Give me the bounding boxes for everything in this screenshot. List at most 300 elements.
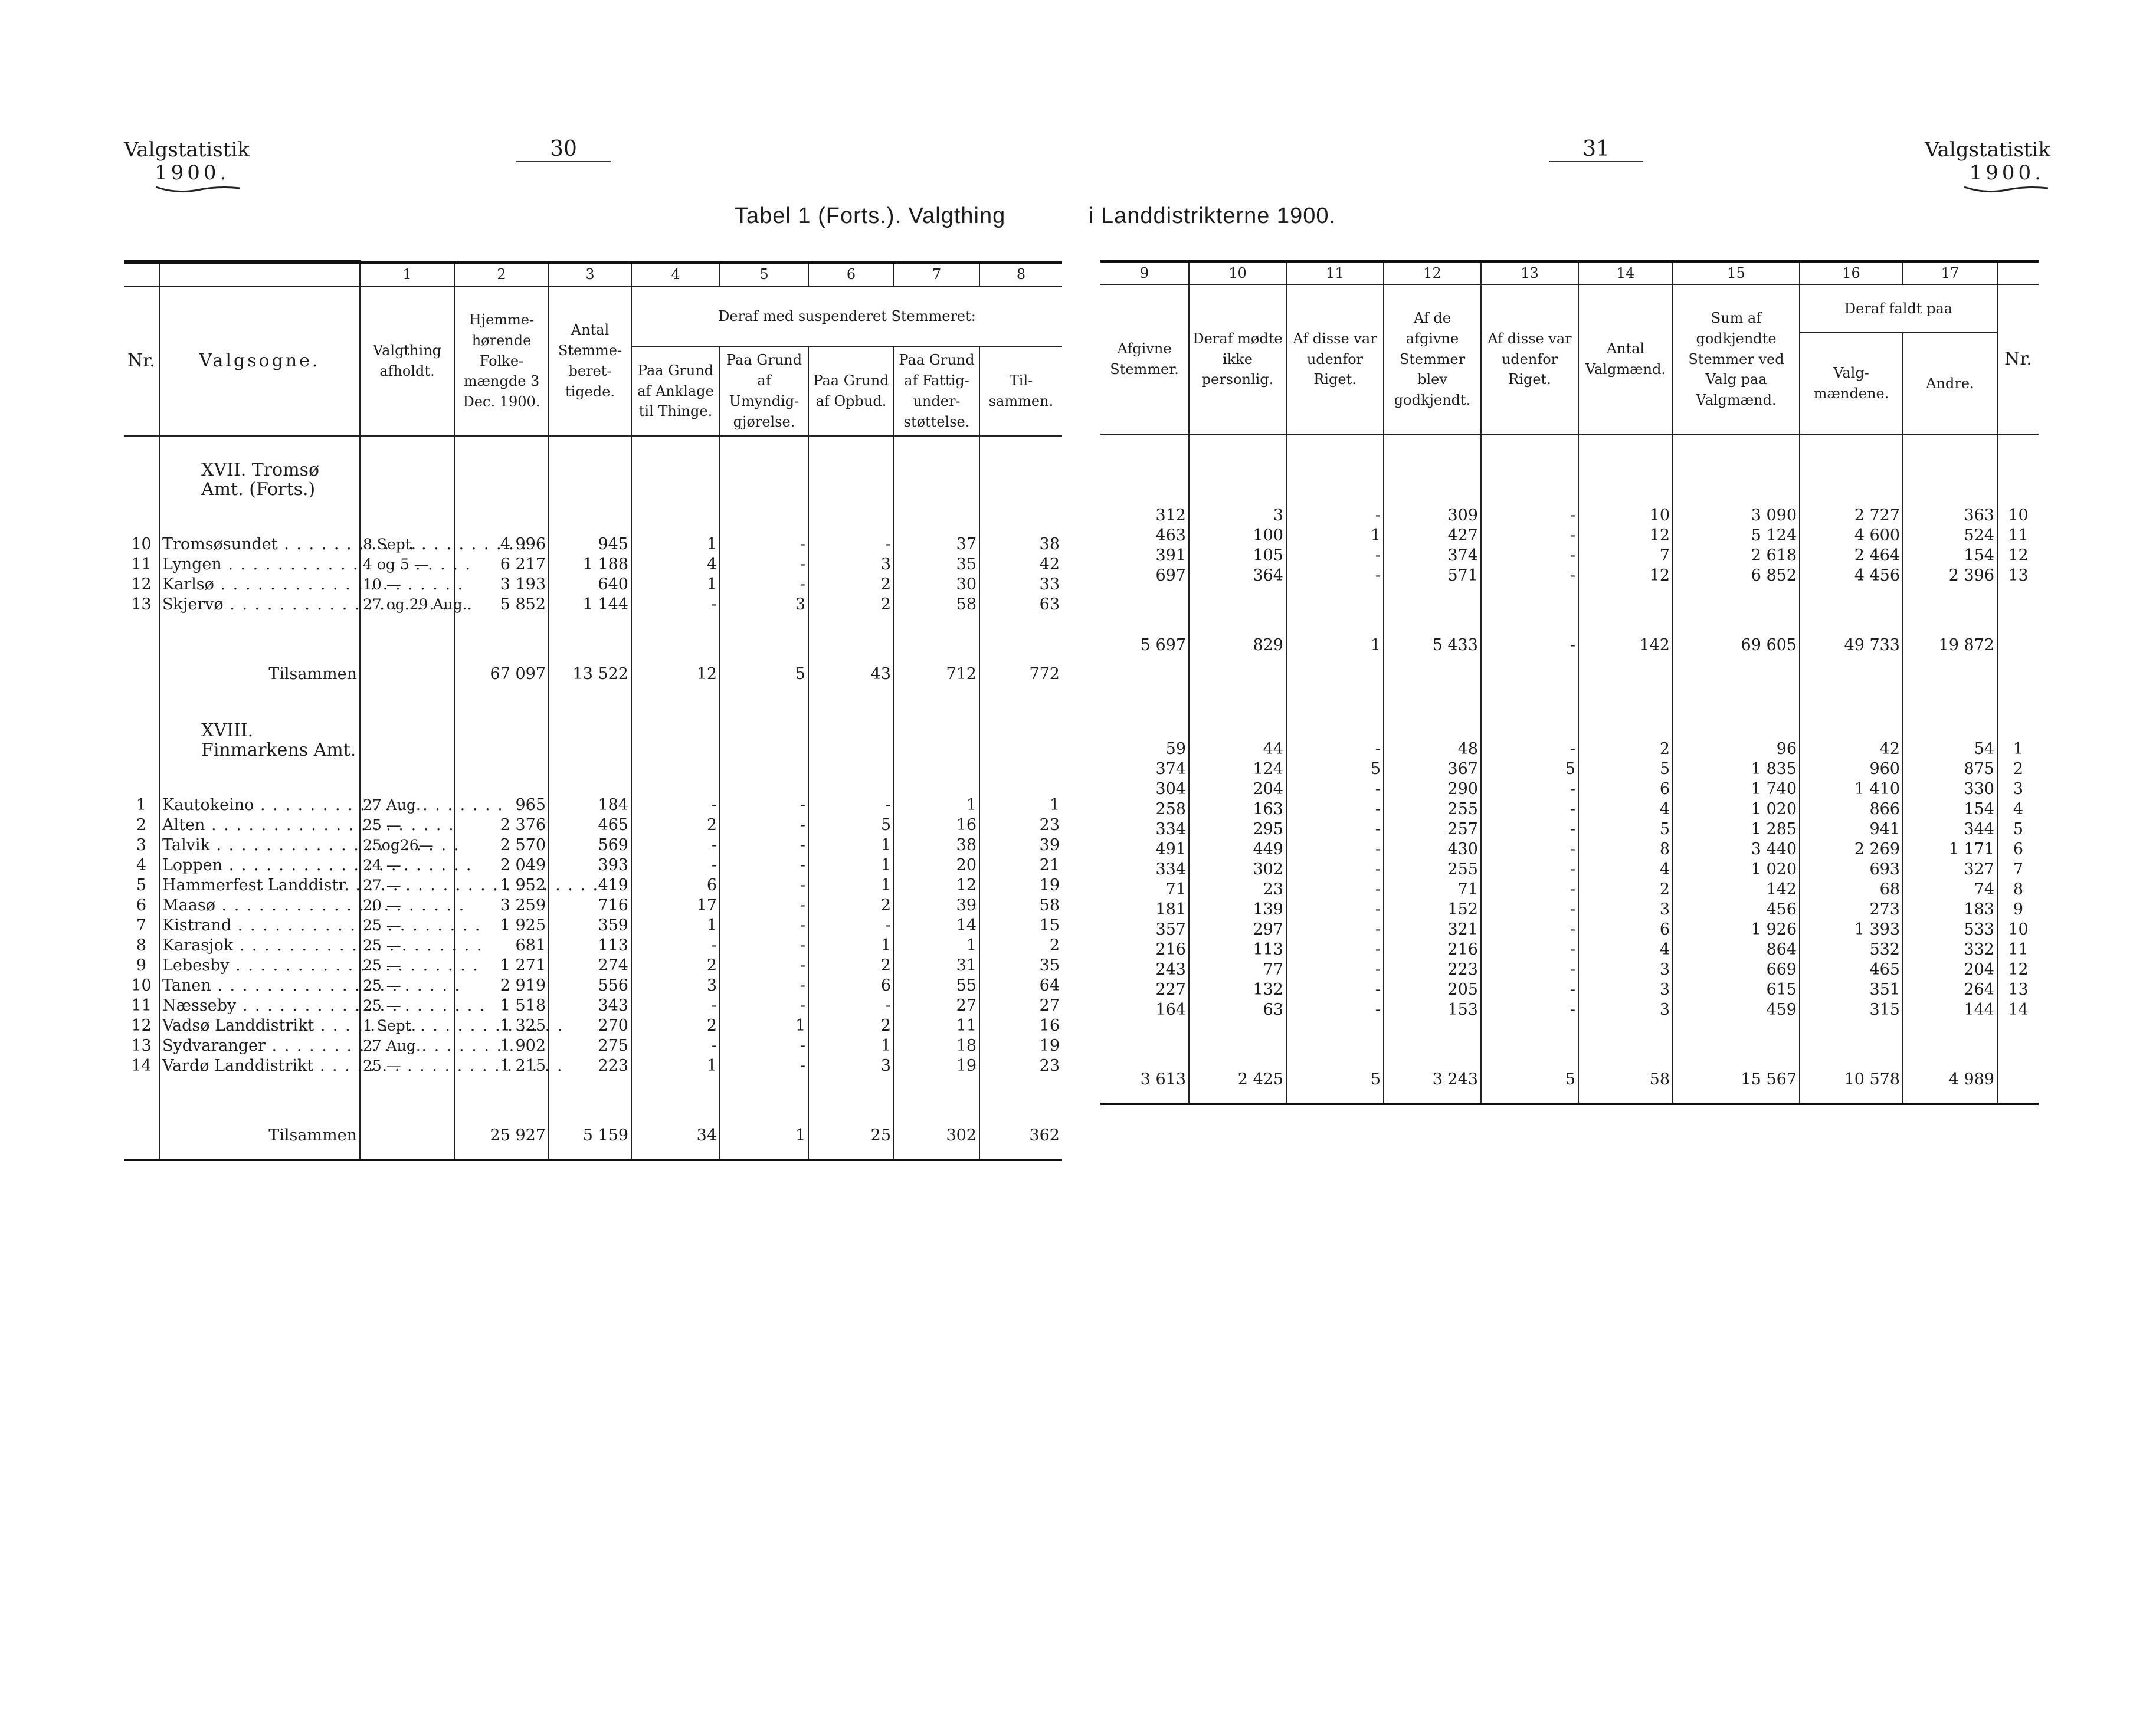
data-row — [1100, 526, 2039, 546]
valgsogn-name — [159, 916, 360, 936]
total-c15: 15 567 — [1673, 1055, 1800, 1104]
value-c9: 491 — [1155, 840, 1186, 858]
value-c4: 1 — [631, 575, 720, 595]
row-number: 10 — [1997, 920, 2039, 940]
value-c13: - — [1481, 900, 1578, 920]
value-c10: 124 — [1189, 759, 1286, 779]
empty-cell — [1286, 470, 1384, 506]
total-c2: 67 097 — [454, 650, 549, 697]
value-c13: - — [1481, 739, 1578, 759]
value-c6: 2 — [808, 595, 894, 615]
value-c6: 3 — [808, 1056, 894, 1076]
left-data-table — [124, 260, 1062, 1161]
value-c11: - — [1286, 900, 1384, 920]
leader-dots — [236, 996, 486, 1015]
value-c13: - — [1481, 799, 1578, 819]
colnum: 9 — [1100, 261, 1189, 285]
value-c5: - — [720, 956, 808, 976]
empty-cell — [454, 436, 549, 499]
empty-cell — [894, 1076, 979, 1111]
value-c16: 68 — [1800, 880, 1903, 900]
value-c13: - — [1481, 779, 1578, 799]
value-c17: 363 — [1903, 506, 1997, 526]
data-row — [1100, 779, 2039, 799]
valgsogn-label: Skjervø — [162, 595, 224, 614]
row-number: 10 — [131, 976, 152, 995]
valgthing-date: 24 — — [360, 855, 454, 876]
header-stemmeberettigede: Antal Stemme-beret-tigede. — [549, 286, 631, 436]
total-row — [124, 1111, 1062, 1160]
value-c6: 1 — [808, 835, 894, 855]
value-c2: 6 217 — [454, 555, 549, 575]
total-c8: 362 — [979, 1111, 1062, 1160]
data-row — [124, 535, 1062, 555]
value-c15: 456 — [1673, 900, 1800, 920]
value-c6: - — [808, 795, 894, 815]
total-c4: 12 — [631, 650, 720, 697]
empty-cell — [1189, 668, 1286, 704]
row-number: 1 — [136, 796, 147, 814]
value-c6: 1 — [808, 1036, 894, 1056]
total-c7: 712 — [894, 650, 979, 697]
empty-cell — [360, 1111, 454, 1160]
value-c10: 295 — [1189, 819, 1286, 840]
value-c6: 1 — [808, 936, 894, 956]
value-c4: - — [631, 1036, 720, 1056]
valgthing-date: 25 — — [360, 916, 454, 936]
value-c9: 59 — [1165, 740, 1186, 758]
value-c2: 1 215 — [454, 1056, 549, 1076]
value-c15: 1 020 — [1673, 860, 1800, 880]
empty-cell — [894, 499, 979, 535]
empty-cell — [631, 499, 720, 535]
value-c13: 5 — [1481, 759, 1578, 779]
empty-cell — [159, 615, 360, 650]
spacer-row — [124, 499, 1062, 535]
valgsogn-name — [159, 956, 360, 976]
valgsogn-label: Lebesby — [162, 956, 230, 975]
left-running-head-year: 1900. — [155, 161, 230, 185]
value-c17: 1 171 — [1903, 840, 1997, 860]
value-c9: 243 — [1155, 960, 1186, 979]
empty-cell — [124, 499, 159, 535]
leader-dots — [215, 896, 465, 914]
value-c15: 669 — [1673, 960, 1800, 980]
value-c6: 5 — [808, 815, 894, 835]
value-c3: 465 — [549, 815, 631, 835]
valgsogn-label: Kistrand — [162, 916, 232, 935]
empty-cell — [454, 615, 549, 650]
row-number: 5 — [1997, 819, 2039, 840]
value-c17: 2 396 — [1903, 566, 1997, 586]
row-number: 11 — [1997, 940, 2039, 960]
value-c16: 1 393 — [1800, 920, 1903, 940]
value-c8: 1 — [979, 795, 1062, 815]
empty-cell — [979, 436, 1062, 499]
empty-cell — [979, 760, 1062, 795]
value-c15: 142 — [1673, 880, 1800, 900]
valgsogn-name — [159, 1036, 360, 1056]
colnum: 2 — [454, 262, 549, 286]
empty-cell — [1578, 470, 1673, 506]
valgsogn-label: Næsseby — [162, 996, 237, 1015]
empty-cell — [549, 436, 631, 499]
value-c4: 1 — [631, 535, 720, 555]
empty-cell — [1384, 1020, 1481, 1055]
value-c15: 1 926 — [1673, 920, 1800, 940]
value-c10: 77 — [1189, 960, 1286, 980]
value-c6: 2 — [808, 896, 894, 916]
value-c17: 264 — [1903, 980, 1997, 1000]
valgsogn-name — [159, 936, 360, 956]
value-c12: 430 — [1384, 840, 1481, 860]
data-row — [1100, 960, 2039, 980]
empty-cell — [549, 697, 631, 760]
data-row — [1100, 739, 2039, 759]
value-c15: 2 618 — [1673, 546, 1800, 566]
value-c8: 35 — [979, 956, 1062, 976]
row-number: 13 — [131, 595, 152, 614]
leader-dots — [233, 936, 483, 955]
empty-cell — [720, 615, 808, 650]
data-row — [124, 956, 1062, 976]
value-c2: 1 902 — [454, 1036, 549, 1056]
leader-dots — [231, 916, 481, 935]
row-number: 12 — [131, 575, 152, 594]
value-c3: 1 188 — [549, 555, 631, 575]
value-c14: 5 — [1578, 819, 1673, 840]
value-c14: 6 — [1578, 920, 1673, 940]
value-c12: 427 — [1384, 526, 1481, 546]
value-c13: - — [1481, 860, 1578, 880]
header-godkjendt: Af de afgivne Stemmer blev godkjendt. — [1384, 284, 1481, 434]
valgsogn-label: Tromsøsundet — [162, 535, 278, 553]
empty-cell — [1100, 470, 1189, 506]
value-c11: - — [1286, 566, 1384, 586]
value-c4: 1 — [631, 1056, 720, 1076]
empty-cell — [808, 436, 894, 499]
value-c3: 419 — [549, 876, 631, 896]
total-c9: 5 697 — [1140, 635, 1186, 654]
row-number: 12 — [131, 1017, 152, 1035]
value-c14: 3 — [1578, 1000, 1673, 1020]
value-c2: 1 271 — [454, 956, 549, 976]
valgthing-date: 8 Sept. — [360, 535, 454, 555]
value-c8: 23 — [979, 815, 1062, 835]
value-c2: 4 996 — [454, 535, 549, 555]
valgthing-date: 27 Aug. — [360, 1036, 454, 1056]
colnum: 17 — [1903, 261, 1997, 285]
total-c5: 5 — [720, 650, 808, 697]
colnum: 3 — [549, 262, 631, 286]
value-c13: - — [1481, 880, 1578, 900]
empty-cell — [1903, 470, 1997, 506]
row-number: 1 — [1997, 739, 2039, 759]
right-running-head-label: Valgstatistik — [1925, 138, 2050, 162]
spacer-row — [124, 1076, 1062, 1111]
data-row — [1100, 799, 2039, 819]
valgsogn-label: Karasjok — [162, 936, 234, 955]
empty-cell — [631, 615, 720, 650]
row-number: 13 — [1997, 566, 2039, 586]
value-c6: 1 — [808, 876, 894, 896]
right-running-head — [1909, 139, 2050, 195]
value-c7: 14 — [894, 916, 979, 936]
value-c2: 1 925 — [454, 916, 549, 936]
value-c11: - — [1286, 840, 1384, 860]
value-c9: 181 — [1155, 900, 1186, 919]
empty-cell — [360, 499, 454, 535]
value-c7: 37 — [894, 535, 979, 555]
value-c11: - — [1286, 779, 1384, 799]
value-c5: - — [720, 835, 808, 855]
total-label: Tilsammen — [159, 1111, 360, 1160]
total-c3: 5 159 — [549, 1111, 631, 1160]
value-c7: 12 — [894, 876, 979, 896]
value-c13: - — [1481, 960, 1578, 980]
row-number: 8 — [136, 936, 147, 955]
empty-cell — [159, 1076, 360, 1111]
value-c10: 23 — [1189, 880, 1286, 900]
empty-cell — [1903, 586, 1997, 621]
data-row — [124, 1036, 1062, 1056]
total-c17: 4 989 — [1903, 1055, 1997, 1104]
value-c17: 327 — [1903, 860, 1997, 880]
value-c5: - — [720, 976, 808, 996]
empty-cell — [360, 697, 454, 760]
empty-cell — [360, 760, 454, 795]
empty-cell — [360, 436, 454, 499]
header-row — [1100, 284, 2039, 333]
value-c3: 569 — [549, 835, 631, 855]
value-c5: - — [720, 815, 808, 835]
empty-cell — [124, 1111, 159, 1160]
value-c4: - — [631, 936, 720, 956]
value-c10: 449 — [1189, 840, 1286, 860]
value-c3: 359 — [549, 916, 631, 936]
table-title-left: Tabel 1 (Forts.). Valgthing — [735, 204, 1006, 228]
value-c14: 3 — [1578, 960, 1673, 980]
header-deraf-suspenderet: Deraf med suspenderet Stemmeret: — [631, 286, 1062, 346]
colnum: 8 — [979, 262, 1062, 286]
value-c8: 39 — [979, 835, 1062, 855]
empty-cell — [1997, 621, 2039, 668]
value-c16: 2 727 — [1800, 506, 1903, 526]
value-c2: 2 570 — [454, 835, 549, 855]
empty-cell — [720, 697, 808, 760]
empty-cell — [1189, 470, 1286, 506]
header-valgthing: Valgthing afholdt. — [360, 286, 454, 436]
valgsogn-name — [159, 835, 360, 855]
value-c3: 113 — [549, 936, 631, 956]
empty-cell — [159, 760, 360, 795]
value-c8: 42 — [979, 555, 1062, 575]
empty-cell — [1673, 470, 1800, 506]
value-c15: 3 090 — [1673, 506, 1800, 526]
value-c5: - — [720, 936, 808, 956]
value-c2: 3 193 — [454, 575, 549, 595]
colnum: 1 — [360, 262, 454, 286]
header-tilsammen: Til-sammen. — [979, 346, 1062, 436]
spacer-row — [124, 615, 1062, 650]
empty-cell — [631, 697, 720, 760]
right-data-table — [1100, 260, 2039, 1105]
value-c4: 4 — [631, 555, 720, 575]
value-c10: 364 — [1189, 566, 1286, 586]
spacer-row — [1100, 586, 2039, 621]
total-c6: 43 — [808, 650, 894, 697]
value-c7: 19 — [894, 1056, 979, 1076]
row-number: 2 — [1997, 759, 2039, 779]
empty-cell — [1481, 668, 1578, 704]
empty-cell — [720, 499, 808, 535]
empty-cell — [1800, 704, 1903, 739]
header-fattig: Paa Grund af Fattig-under-støttelse. — [894, 346, 979, 436]
right-running-head-year: 1900. — [1969, 161, 2044, 185]
value-c15: 96 — [1673, 739, 1800, 759]
value-c16: 273 — [1800, 900, 1903, 920]
row-number: 11 — [131, 996, 152, 1015]
empty-cell — [1673, 586, 1800, 621]
value-c2: 3 259 — [454, 896, 549, 916]
total-c11: 5 — [1286, 1055, 1384, 1104]
data-row — [124, 575, 1062, 595]
value-c9: 312 — [1155, 506, 1186, 524]
empty-cell — [1481, 704, 1578, 739]
value-c9: 697 — [1155, 566, 1186, 585]
total-c5: 1 — [720, 1111, 808, 1160]
left-running-head-label: Valgstatistik — [124, 138, 250, 162]
total-row — [1100, 621, 2039, 668]
value-c13: - — [1481, 940, 1578, 960]
value-c4: 3 — [631, 976, 720, 996]
empty-cell — [124, 650, 159, 697]
value-c11: - — [1286, 980, 1384, 1000]
nr-cell — [124, 436, 159, 499]
colnum: 11 — [1286, 261, 1384, 285]
empty-cell — [1100, 586, 1189, 621]
value-c12: 257 — [1384, 819, 1481, 840]
header-andre: Andre. — [1903, 333, 1997, 434]
value-c9: 258 — [1155, 800, 1186, 818]
total-row — [1100, 1055, 2039, 1104]
valgthing-date: 25 — — [360, 956, 454, 976]
empty-cell — [894, 436, 979, 499]
empty-cell — [124, 1076, 159, 1111]
value-c3: 640 — [549, 575, 631, 595]
empty-cell — [1800, 470, 1903, 506]
value-c13: - — [1481, 526, 1578, 546]
value-c9: 334 — [1155, 860, 1186, 878]
empty-cell — [454, 697, 549, 760]
empty-cell — [360, 1076, 454, 1111]
section-title: XVIII. Finmarkens Amt. — [159, 697, 360, 760]
empty-cell — [894, 615, 979, 650]
value-c8: 2 — [979, 936, 1062, 956]
value-c11: 1 — [1286, 526, 1384, 546]
leader-dots — [222, 856, 472, 874]
empty-cell — [894, 697, 979, 760]
colnum: 10 — [1189, 261, 1286, 285]
value-c11: - — [1286, 819, 1384, 840]
valgsogn-name — [159, 1016, 360, 1036]
value-c14: 2 — [1578, 739, 1673, 759]
value-c3: 343 — [549, 996, 631, 1016]
value-c9: 357 — [1155, 920, 1186, 939]
empty-cell — [549, 615, 631, 650]
value-c9: 71 — [1165, 880, 1186, 899]
value-c14: 12 — [1578, 526, 1673, 546]
valgsogn-name — [159, 876, 360, 896]
empty-cell — [1903, 704, 1997, 739]
valgsogn-label: Loppen — [162, 856, 223, 874]
row-number: 8 — [1997, 880, 2039, 900]
value-c5: - — [720, 916, 808, 936]
empty-cell — [808, 1076, 894, 1111]
value-c12: 152 — [1384, 900, 1481, 920]
value-c10: 302 — [1189, 860, 1286, 880]
value-c3: 556 — [549, 976, 631, 996]
value-c3: 716 — [549, 896, 631, 916]
right-table-body — [1100, 434, 2039, 1104]
value-c8: 38 — [979, 535, 1062, 555]
row-number: 4 — [1997, 799, 2039, 819]
valgthing-date: 10 — — [360, 575, 454, 595]
header-row — [124, 286, 1062, 346]
value-c12: 571 — [1384, 566, 1481, 586]
value-c12: 153 — [1384, 1000, 1481, 1020]
valgthing-date: 27 — — [360, 876, 454, 896]
ornament-swash — [153, 185, 242, 195]
value-c9: 374 — [1155, 760, 1186, 778]
empty-cell — [1800, 1020, 1903, 1055]
valgthing-date: 20 — — [360, 896, 454, 916]
valgsogn-name — [159, 535, 360, 555]
value-c10: 3 — [1189, 506, 1286, 526]
total-c15: 69 605 — [1673, 621, 1800, 668]
colnum: 7 — [894, 262, 979, 286]
value-c9: 227 — [1155, 981, 1186, 999]
empty-cell — [124, 760, 159, 795]
value-c2: 5 852 — [454, 595, 549, 615]
empty-cell — [1286, 434, 1384, 470]
empty-cell — [1286, 668, 1384, 704]
value-c16: 465 — [1800, 960, 1903, 980]
value-c8: 64 — [979, 976, 1062, 996]
header-deraf-modte: Deraf mødte ikke personlig. — [1189, 284, 1286, 434]
value-c2: 1 518 — [454, 996, 549, 1016]
value-c3: 270 — [549, 1016, 631, 1036]
empty-cell — [1997, 668, 2039, 704]
value-c4: - — [631, 855, 720, 876]
colnum: 6 — [808, 262, 894, 286]
row-number: 7 — [136, 916, 147, 935]
value-c4: 2 — [631, 1016, 720, 1036]
section-title-row — [1100, 668, 2039, 704]
value-c12: 255 — [1384, 860, 1481, 880]
value-c10: 204 — [1189, 779, 1286, 799]
value-c13: - — [1481, 840, 1578, 860]
value-c12: 321 — [1384, 920, 1481, 940]
row-number: 9 — [136, 956, 147, 975]
spacer-row — [1100, 1020, 2039, 1055]
value-c16: 1 410 — [1800, 779, 1903, 799]
empty-cell — [1997, 586, 2039, 621]
right-page-number: 31 — [1549, 137, 1643, 162]
row-number: 11 — [1997, 526, 2039, 546]
value-c11: 5 — [1286, 759, 1384, 779]
total-row — [124, 650, 1062, 697]
